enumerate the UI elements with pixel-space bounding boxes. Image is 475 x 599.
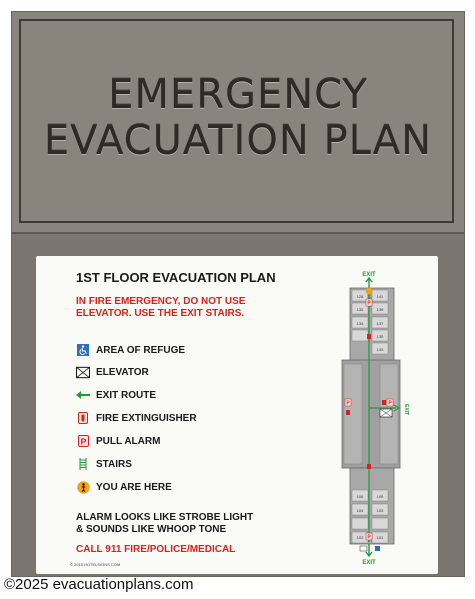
floor-map: [336, 268, 414, 570]
warning-line2: ELEVATOR. USE THE EXIT STAIRS.: [76, 308, 245, 319]
note-line1: ALARM LOOKS LIKE STROBE LIGHT: [76, 512, 254, 523]
legend-label: EXIT ROUTE: [96, 389, 157, 401]
fine-print: © 2015 HOTELSIGNS.COM: [70, 562, 121, 567]
alarm-note: [76, 512, 316, 536]
elevator-icon: [76, 365, 90, 379]
fire-extinguisher-icon: [76, 411, 90, 425]
wheelchair-icon: [76, 343, 90, 357]
room-number: 135: [356, 307, 364, 312]
pull-alarm-letter: P: [388, 400, 392, 407]
room-number: 133: [376, 347, 384, 352]
fire-extinguisher-icon: [367, 464, 371, 469]
floor-map-svg: [336, 268, 414, 570]
room-box: [372, 518, 388, 529]
legend-label: YOU ARE HERE: [96, 481, 172, 493]
room-number: 139: [376, 307, 384, 312]
legend-item-area-of-refuge: [76, 343, 185, 357]
room-number: 134: [356, 321, 364, 326]
pull-alarm-letter: P: [346, 400, 350, 407]
you-are-here-icon: [366, 288, 373, 295]
exit-top-label: EXIT: [362, 272, 376, 278]
plan-title: 1ST FLOOR EVACUATION PLAN: [76, 270, 276, 285]
room-box: [352, 518, 368, 529]
exit-bottom-label: EXIT: [362, 560, 376, 566]
sign-header-panel: [12, 12, 464, 234]
room-number: 128: [356, 294, 364, 299]
legend-label: PULL ALARM: [96, 435, 161, 447]
room-number: 101: [376, 535, 384, 540]
fire-extinguisher-icon: [346, 410, 350, 415]
note-line2: & SOUNDS LIKE WHOOP TONE: [76, 524, 227, 535]
exit-side-label: EXIT: [403, 404, 409, 416]
svg-text:P: P: [80, 436, 86, 447]
legend-item-pull-alarm: [76, 434, 160, 448]
legend-label: ELEVATOR: [96, 366, 149, 378]
room-number: 141: [376, 294, 384, 299]
copyright-text: ©2025 evacuationplans.com: [4, 576, 194, 593]
sign-title: [12, 72, 464, 164]
sign-title-line1: EMERGENCY: [108, 72, 368, 118]
room-number: 137: [376, 321, 384, 326]
sign-title-line2: EVACUATION PLAN: [43, 118, 433, 164]
fire-extinguisher-icon: [367, 334, 371, 339]
fire-extinguisher-icon: [382, 400, 386, 405]
stairs-icon: [76, 457, 90, 471]
room-number: 105: [376, 494, 384, 499]
fire-warning: [76, 296, 316, 320]
you-are-here-icon: [76, 480, 90, 494]
pull-alarm-icon: [76, 434, 90, 448]
pull-alarm-letter: P: [367, 300, 371, 307]
exit-route-arrow-icon: [76, 388, 90, 402]
emergency-call-line: CALL 911 FIRE/POLICE/MEDICAL: [76, 544, 236, 555]
floor-plan-card: [36, 256, 438, 574]
room-number: 135: [376, 334, 384, 339]
wheelchair-icon: [375, 546, 380, 551]
legend-item-you-are-here: [76, 480, 172, 494]
legend-item-stairs: [76, 457, 132, 471]
evacuation-sign: [12, 12, 464, 576]
legend-label: FIRE EXTINGUISHER: [96, 412, 197, 424]
elevator-box: [360, 546, 367, 551]
room-box: [352, 330, 368, 341]
legend-item-exit-route: [76, 388, 156, 402]
pull-alarm-letter: P: [367, 534, 371, 541]
legend-label: AREA OF REFUGE: [96, 344, 186, 356]
warning-line1: IN FIRE EMERGENCY, DO NOT USE: [76, 296, 246, 307]
room-number: 104: [356, 508, 364, 513]
exit-top-arrow-icon: [366, 278, 372, 288]
room-number: 102: [356, 535, 364, 540]
legend-item-fire-extinguisher: [76, 411, 197, 425]
legend-label: STAIRS: [96, 458, 132, 470]
legend-item-elevator: [76, 365, 149, 379]
room-number: 103: [376, 508, 384, 513]
room-number: 106: [356, 494, 364, 499]
